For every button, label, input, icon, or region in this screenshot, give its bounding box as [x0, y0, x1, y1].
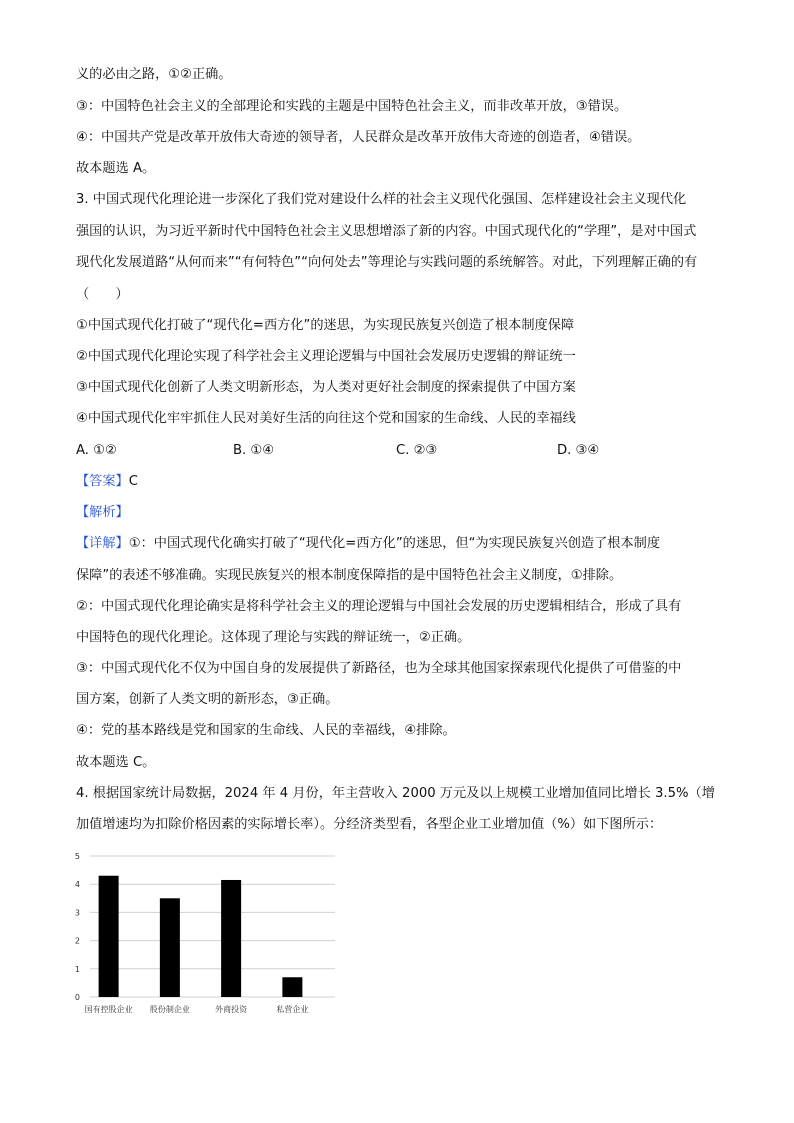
question-line: 强国的认识，为习近平新时代中国特色社会主义思想增添了新的内容。中国式现代化的“学理”，是对中国式 [76, 224, 697, 239]
detail-line: 中国特色的现代化理论。这体现了理论与实践的辩证统一，②正确。 [76, 630, 471, 645]
option-d[interactable]: D. ③④ [557, 443, 600, 458]
detail-line: ④：党的基本路线是党和国家的生命线、人民的幸福线，④排除。 [76, 723, 456, 738]
x-tick-label: 股份制企业 [149, 1005, 190, 1014]
detail-line [76, 534, 660, 554]
detail-line: 国方案，创新了人类文明的新形态，③正确。 [76, 692, 339, 707]
y-tick-label: 5 [74, 852, 80, 861]
y-tick-label: 4 [74, 880, 80, 890]
x-tick-label: 国有控股企业 [84, 1005, 133, 1014]
industrial-value-added-bar-chart [70, 846, 340, 1018]
question-line: ④：中国共产党是改革开放伟大奇迹的领导者，人民群众是改革开放伟大奇迹的创造者，④错误。 [76, 130, 641, 145]
question-line: 3. 中国式现代化理论进一步深化了我们党对建设什么样的社会主义现代化强国、怎样建设社会主义现代化 [76, 192, 687, 207]
option-b[interactable]: B. ①④ [233, 443, 275, 458]
detail-tag: 【详解】 [76, 536, 129, 551]
detail-line: 保障”的表述不够准确。实现民族复兴的根本制度保障指的是中国特色社会主义制度，①排除。 [76, 568, 623, 583]
option-a[interactable]: A. ①② [76, 443, 117, 458]
detail-line: 加值增速均为扣除价格因素的实际增长率）。分经济类型看，各型企业工业增加值（%）如下图所示： [76, 817, 663, 832]
answer-line [76, 472, 138, 492]
bar [282, 977, 302, 997]
y-tick-label: 3 [74, 908, 80, 918]
x-tick-label: 私营企业 [276, 1005, 309, 1014]
question-line: ②中国式现代化理论实现了科学社会主义理论逻辑与中国社会发展历史逻辑的辩证统一 [76, 349, 576, 364]
answer-tag: 【答案】 [76, 474, 129, 489]
question-line: ①中国式现代化打破了“现代化=西方化”的迷思，为实现民族复兴创造了根本制度保障 [76, 318, 575, 333]
bar [160, 898, 180, 997]
question-line: ④中国式现代化牢牢抓住人民对美好生活的向往这个党和国家的生命线、人民的幸福线 [76, 411, 576, 426]
bar [99, 876, 119, 997]
answer-value: C [128, 474, 138, 489]
option-c[interactable]: C. ②③ [396, 443, 438, 458]
detail-line-text: ①：中国式现代化确实打破了“现代化=西方化”的迷思，但“为实现民族复兴创造了根本制度 [128, 536, 661, 551]
detail-line: 4. 根据国家统计局数据，2024 年 4 月份，年主营收入 2000 万元及以上规模工业增加值同比增长 3.5%（增 [76, 786, 715, 801]
detail-line: ②：中国式现代化理论确实是将科学社会主义的理论逻辑与中国社会发展的历史逻辑相结合，形成了具有 [76, 599, 682, 614]
question-line: ③：中国特色社会主义的全部理论和实践的主题是中国特色社会主义，而非改革开放，③错误。 [76, 99, 628, 114]
bar [221, 880, 241, 997]
y-tick-label: 1 [74, 964, 80, 974]
analysis-tag: 【解析】 [76, 505, 129, 520]
question-line: ③中国式现代化创新了人类文明新形态，为人类对更好社会制度的探索提供了中国方案 [76, 380, 576, 395]
question-line: 现代化发展道路“从何而来”“有何特色”“向何处去”等理论与实践问题的系统解答。对此，下列理解正确的有 [76, 255, 698, 270]
x-tick-label: 外商投资 [215, 1005, 248, 1014]
question-line: （ ） [76, 287, 129, 302]
y-tick-label: 0 [74, 993, 80, 1002]
detail-line: 故本题选 C。 [76, 755, 156, 770]
detail-line: ③：中国式现代化不仅为中国自身的发展提供了新路径，也为全球其他国家探索现代化提供了可借鉴的中 [76, 661, 682, 676]
question-line: 故本题选 A。 [76, 161, 156, 176]
y-tick-label: 2 [74, 936, 80, 946]
question-line: 义的必由之路，①②正确。 [76, 67, 232, 82]
